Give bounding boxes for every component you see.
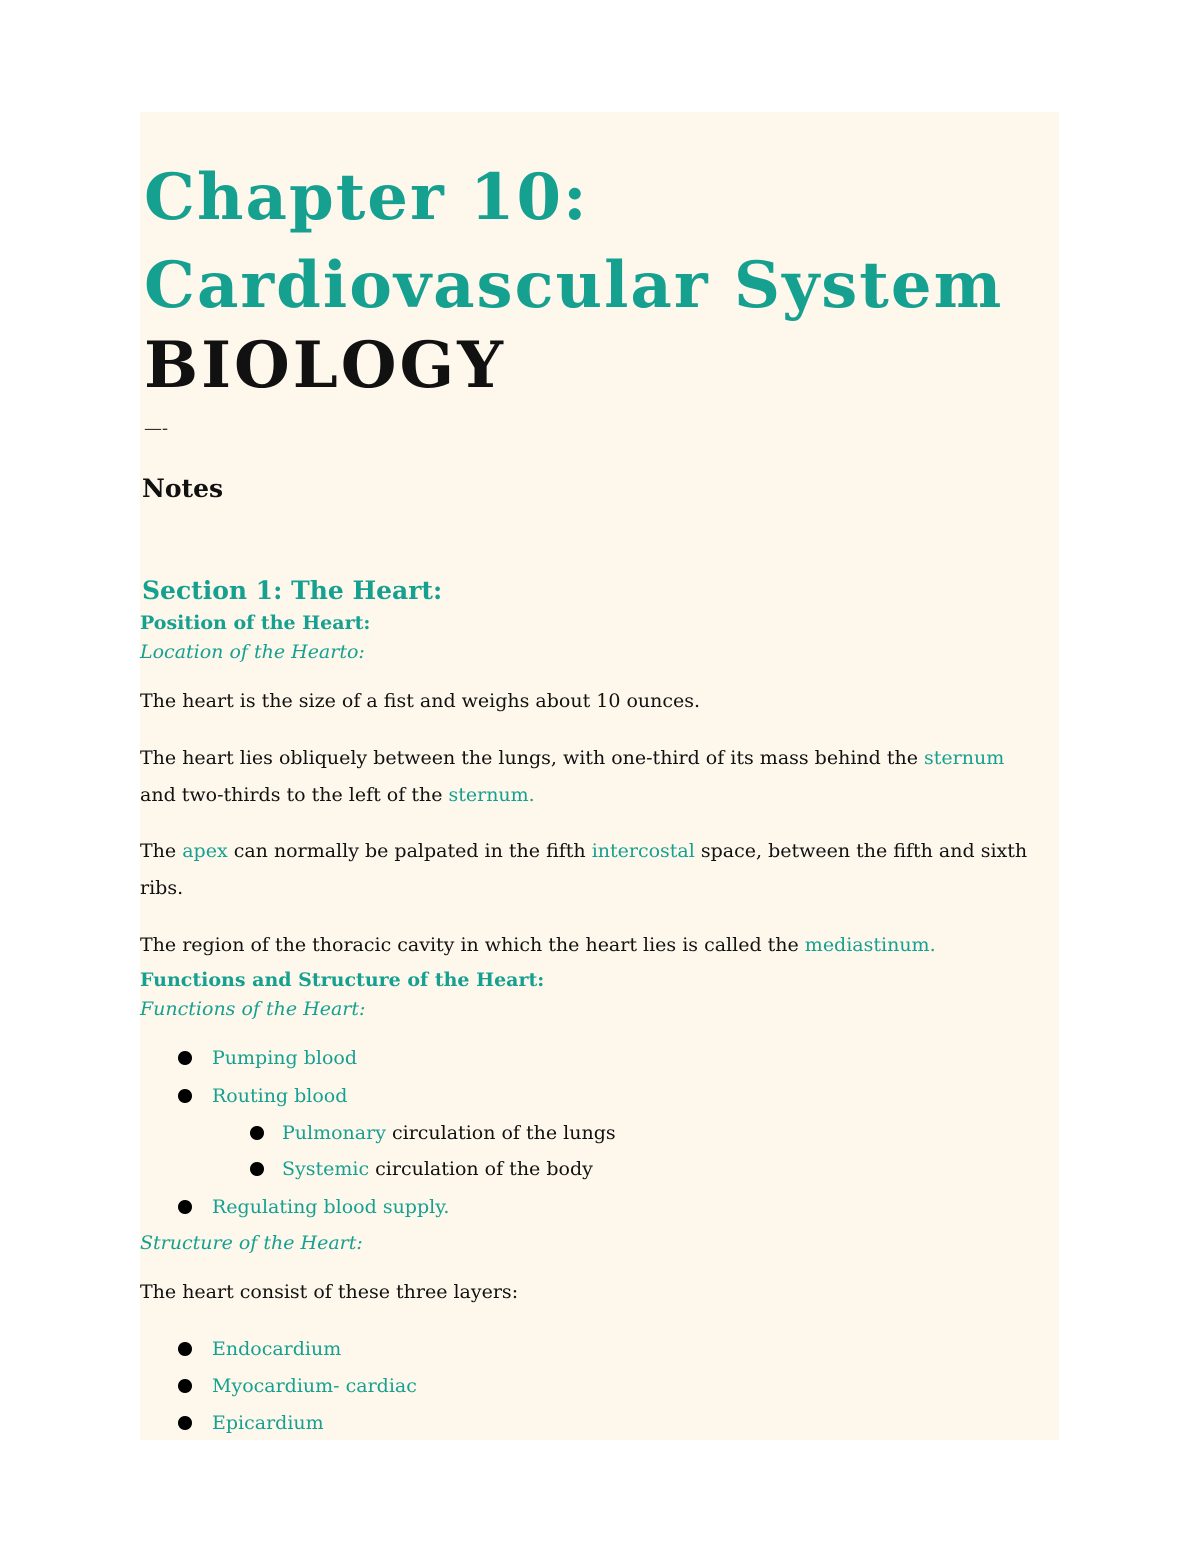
systemic-text: circulation of the body (369, 1158, 593, 1180)
paragraph-apex (140, 833, 1045, 907)
paragraph-oblique (140, 740, 1045, 814)
myocardium-link[interactable]: Myocardium- cardiac (212, 1375, 417, 1397)
location-heading: Location of the Hearto: (140, 641, 365, 663)
systemic-item (282, 1155, 593, 1183)
paragraph-oblique-text-2: and two-thirds to the left of the (140, 784, 449, 806)
sternum-link[interactable]: sternum (924, 747, 1005, 769)
bullet-icon (250, 1126, 264, 1140)
bullet-icon (178, 1416, 192, 1430)
functions-structure-heading: Functions and Structure of the Heart: (140, 969, 545, 991)
functions-heading: Functions of the Heart: (140, 998, 366, 1020)
paragraph-oblique-text-1: The heart lies obliquely between the lungs, with one-third of its mass behind the (140, 747, 925, 769)
bullet-icon (178, 1379, 192, 1393)
regulating-blood-link[interactable]: Regulating blood supply. (212, 1196, 450, 1218)
bullet-icon (178, 1200, 192, 1214)
sternum-link-2[interactable]: sternum. (448, 784, 535, 806)
structure-heading: Structure of the Heart: (140, 1232, 363, 1254)
pumping-blood-link[interactable]: Pumping blood (212, 1047, 357, 1069)
chapter-title: Chapter 10: Cardiovascular System (144, 160, 1004, 323)
epicardium-link[interactable]: Epicardium (212, 1412, 324, 1434)
apex-link[interactable]: apex (182, 840, 228, 862)
pulmonary-text: circulation of the lungs (385, 1122, 616, 1144)
bullet-icon (178, 1089, 192, 1103)
bullet-icon (250, 1162, 264, 1176)
paragraph-size: The heart is the size of a fist and weighs about 10 ounces. (140, 690, 701, 712)
intercostal-link[interactable]: intercostal (591, 840, 695, 862)
paragraph-apex-text-1: The (140, 840, 183, 862)
routing-blood-link[interactable]: Routing blood (212, 1085, 348, 1107)
pulmonary-item (282, 1119, 616, 1147)
position-heading: Position of the Heart: (140, 612, 371, 634)
mediastinum-link[interactable]: mediastinum. (804, 934, 936, 956)
notes-label: Notes (142, 474, 224, 503)
pulmonary-link[interactable]: Pulmonary (282, 1122, 386, 1144)
bullet-icon (178, 1342, 192, 1356)
paragraph-apex-text-3: space, between the fifth and sixth ribs. (140, 840, 1028, 899)
paragraph-mediastinum-text: The region of the thoracic cavity in which the heart lies is called the (140, 934, 805, 956)
endocardium-link[interactable]: Endocardium (212, 1338, 342, 1360)
bullet-icon (178, 1051, 192, 1065)
section-heading: Section 1: The Heart: (142, 576, 443, 605)
paragraph-mediastinum (140, 927, 1045, 964)
divider-mark: —- (144, 418, 169, 439)
systemic-link[interactable]: Systemic (282, 1158, 370, 1180)
layers-intro: The heart consist of these three layers: (140, 1281, 519, 1303)
document-page (140, 112, 1059, 1440)
subject-heading: BIOLOGY (144, 328, 506, 403)
paragraph-apex-text-2: can normally be palpated in the fifth (227, 840, 592, 862)
